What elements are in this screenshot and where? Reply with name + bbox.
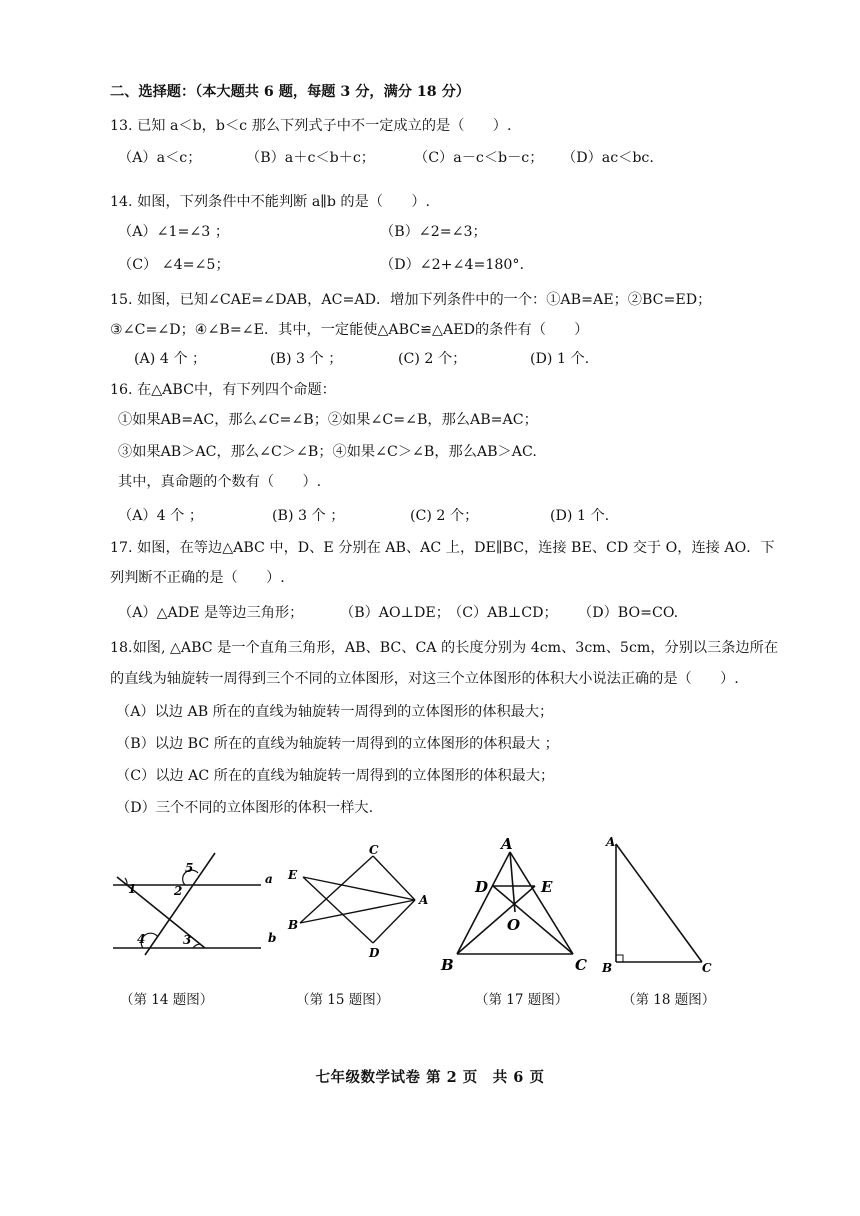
question-17-option-b: （B）AO⊥DE；: [340, 605, 450, 621]
fig14-label-a: a: [265, 872, 273, 886]
fig17-label-c: C: [575, 956, 587, 974]
question-18-option-d: （D）三个不同的立体图形的体积一样大.: [116, 800, 374, 816]
question-17-option-c: （C）AB⊥CD；: [448, 605, 558, 621]
figure-14: [105, 845, 285, 960]
question-13-option-c: （C）a－c＜b－c；: [414, 150, 544, 166]
question-18-option-a: （A）以边 AB 所在的直线为轴旋转一周得到的立体图形的体积最大；: [116, 704, 554, 720]
question-16-line2: ①如果AB=AC，那么∠C=∠B；②如果∠C=∠B，那么AB=AC；: [118, 412, 538, 428]
fig14-label-b: b: [268, 931, 277, 945]
question-17-option-d: （D）BO=CO.: [578, 605, 679, 621]
question-13-option-d: （D）ac＜bc.: [562, 150, 654, 166]
question-16-line3: ③如果AB＞AC，那么∠C＞∠B；④如果∠C＞∠B，那么AB＞AC.: [118, 444, 537, 460]
fig17-label-b: B: [441, 956, 454, 974]
question-16-option-a: （A）4 个 ；: [118, 508, 204, 524]
fig18-label-a: A: [606, 835, 616, 849]
figure-15-caption: （第 15 题图）: [296, 992, 390, 1008]
question-16-option-d: (D) 1 个.: [550, 508, 610, 524]
question-16-stem: 16. 在△ABC中，有下列四个命题：: [110, 382, 336, 398]
figure-18-caption: （第 18 题图）: [622, 992, 716, 1008]
fig17-label-o: O: [507, 916, 521, 934]
question-16-option-b: (B) 3 个 ；: [272, 508, 345, 524]
fig15-label-b: B: [288, 918, 299, 932]
question-15-option-a: (A) 4 个 ；: [134, 351, 207, 367]
fig15-label-a: A: [419, 893, 429, 907]
fig18-label-b: B: [602, 961, 613, 975]
question-18-option-b: （B）以边 BC 所在的直线为轴旋转一周得到的立体图形的体积最大 ；: [116, 736, 559, 752]
question-15-option-c: (C) 2 个；: [398, 351, 467, 367]
question-18-stem: 18.如图, △ABC 是一个直角三角形，AB、BC、CA 的长度分别为 4cm、3cm、5cm，分别以三条边所在: [110, 640, 779, 656]
question-14-stem: 14. 如图，下列条件中不能判断 a∥b 的是（ ）.: [110, 194, 431, 210]
section-title: 二、选择题：（本大题共 6 题，每题 3 分，满分 18 分）: [110, 84, 470, 100]
question-13-option-b: （B）a＋c＜b＋c；: [246, 150, 375, 166]
fig15-label-d: D: [369, 946, 380, 960]
question-14-option-b: （B）∠2=∠3；: [380, 224, 487, 240]
question-15-option-d: (D) 1 个.: [530, 351, 590, 367]
fig17-label-e: E: [541, 878, 553, 896]
question-17-stem: 17. 如图，在等边△ABC 中，D、E 分别在 AB、AC 上，DE∥BC，连接 BE、CD 交于 O，连接 AO．下: [110, 540, 775, 556]
fig17-label-d: D: [475, 878, 489, 896]
fig15-label-e: E: [288, 868, 298, 882]
question-14-option-a: （A）∠1=∠3 ；: [118, 224, 230, 240]
question-15-stem-line2: ③∠C=∠D；④∠B=∠E．其中，一定能使△ABC≌△AED的条件有（ ）: [110, 322, 589, 338]
question-14-option-d: （D）∠2+∠4=180°.: [380, 257, 525, 273]
question-17-stem-line2: 列判断不正确的是（ ）.: [110, 570, 285, 586]
question-15-option-b: (B) 3 个 ；: [270, 351, 343, 367]
figure-17: [435, 832, 595, 982]
question-17-option-a: （A）△ADE 是等边三角形；: [118, 605, 304, 621]
fig14-label-3: 3: [183, 933, 192, 947]
fig14-label-1: 1: [128, 882, 137, 896]
fig14-label-2: 2: [174, 884, 183, 898]
question-13-option-a: （A）a＜c；: [118, 150, 202, 166]
fig17-label-a: A: [501, 835, 513, 853]
figure-14-caption: （第 14 题图）: [120, 992, 214, 1008]
fig14-label-4: 4: [137, 932, 146, 946]
question-16-line4: 其中，真命题的个数有（ ）.: [118, 474, 322, 490]
fig18-label-c: C: [702, 961, 712, 975]
question-18-stem-line2: 的直线为轴旋转一周得到三个不同的立体图形，对这三个立体图形的体积大小说法正确的是（ ）.: [110, 671, 739, 687]
transversal-right: [145, 853, 215, 955]
question-18-option-c: （C）以边 AC 所在的直线为轴旋转一周得到的立体图形的体积最大；: [116, 768, 555, 784]
figure-15: [283, 840, 443, 965]
fig14-label-5: 5: [185, 861, 194, 875]
figure-17-caption: （第 17 题图）: [475, 992, 569, 1008]
figure-18: [598, 830, 723, 980]
question-15-stem: 15. 如图，已知∠CAE=∠DAB，AC=AD．增加下列条件中的一个：①AB=AE；②BC=ED；: [110, 292, 712, 308]
fig15-label-c: C: [369, 843, 379, 857]
question-14-option-c: （C） ∠4=∠5；: [118, 257, 230, 273]
question-16-option-c: (C) 2 个；: [410, 508, 479, 524]
question-13-stem: 13. 已知 a＜b，b＜c 那么下列式子中不一定成立的是（ ）.: [110, 118, 512, 134]
page-footer: 七年级数学试卷 第 2 页 共 6 页: [315, 1069, 545, 1086]
